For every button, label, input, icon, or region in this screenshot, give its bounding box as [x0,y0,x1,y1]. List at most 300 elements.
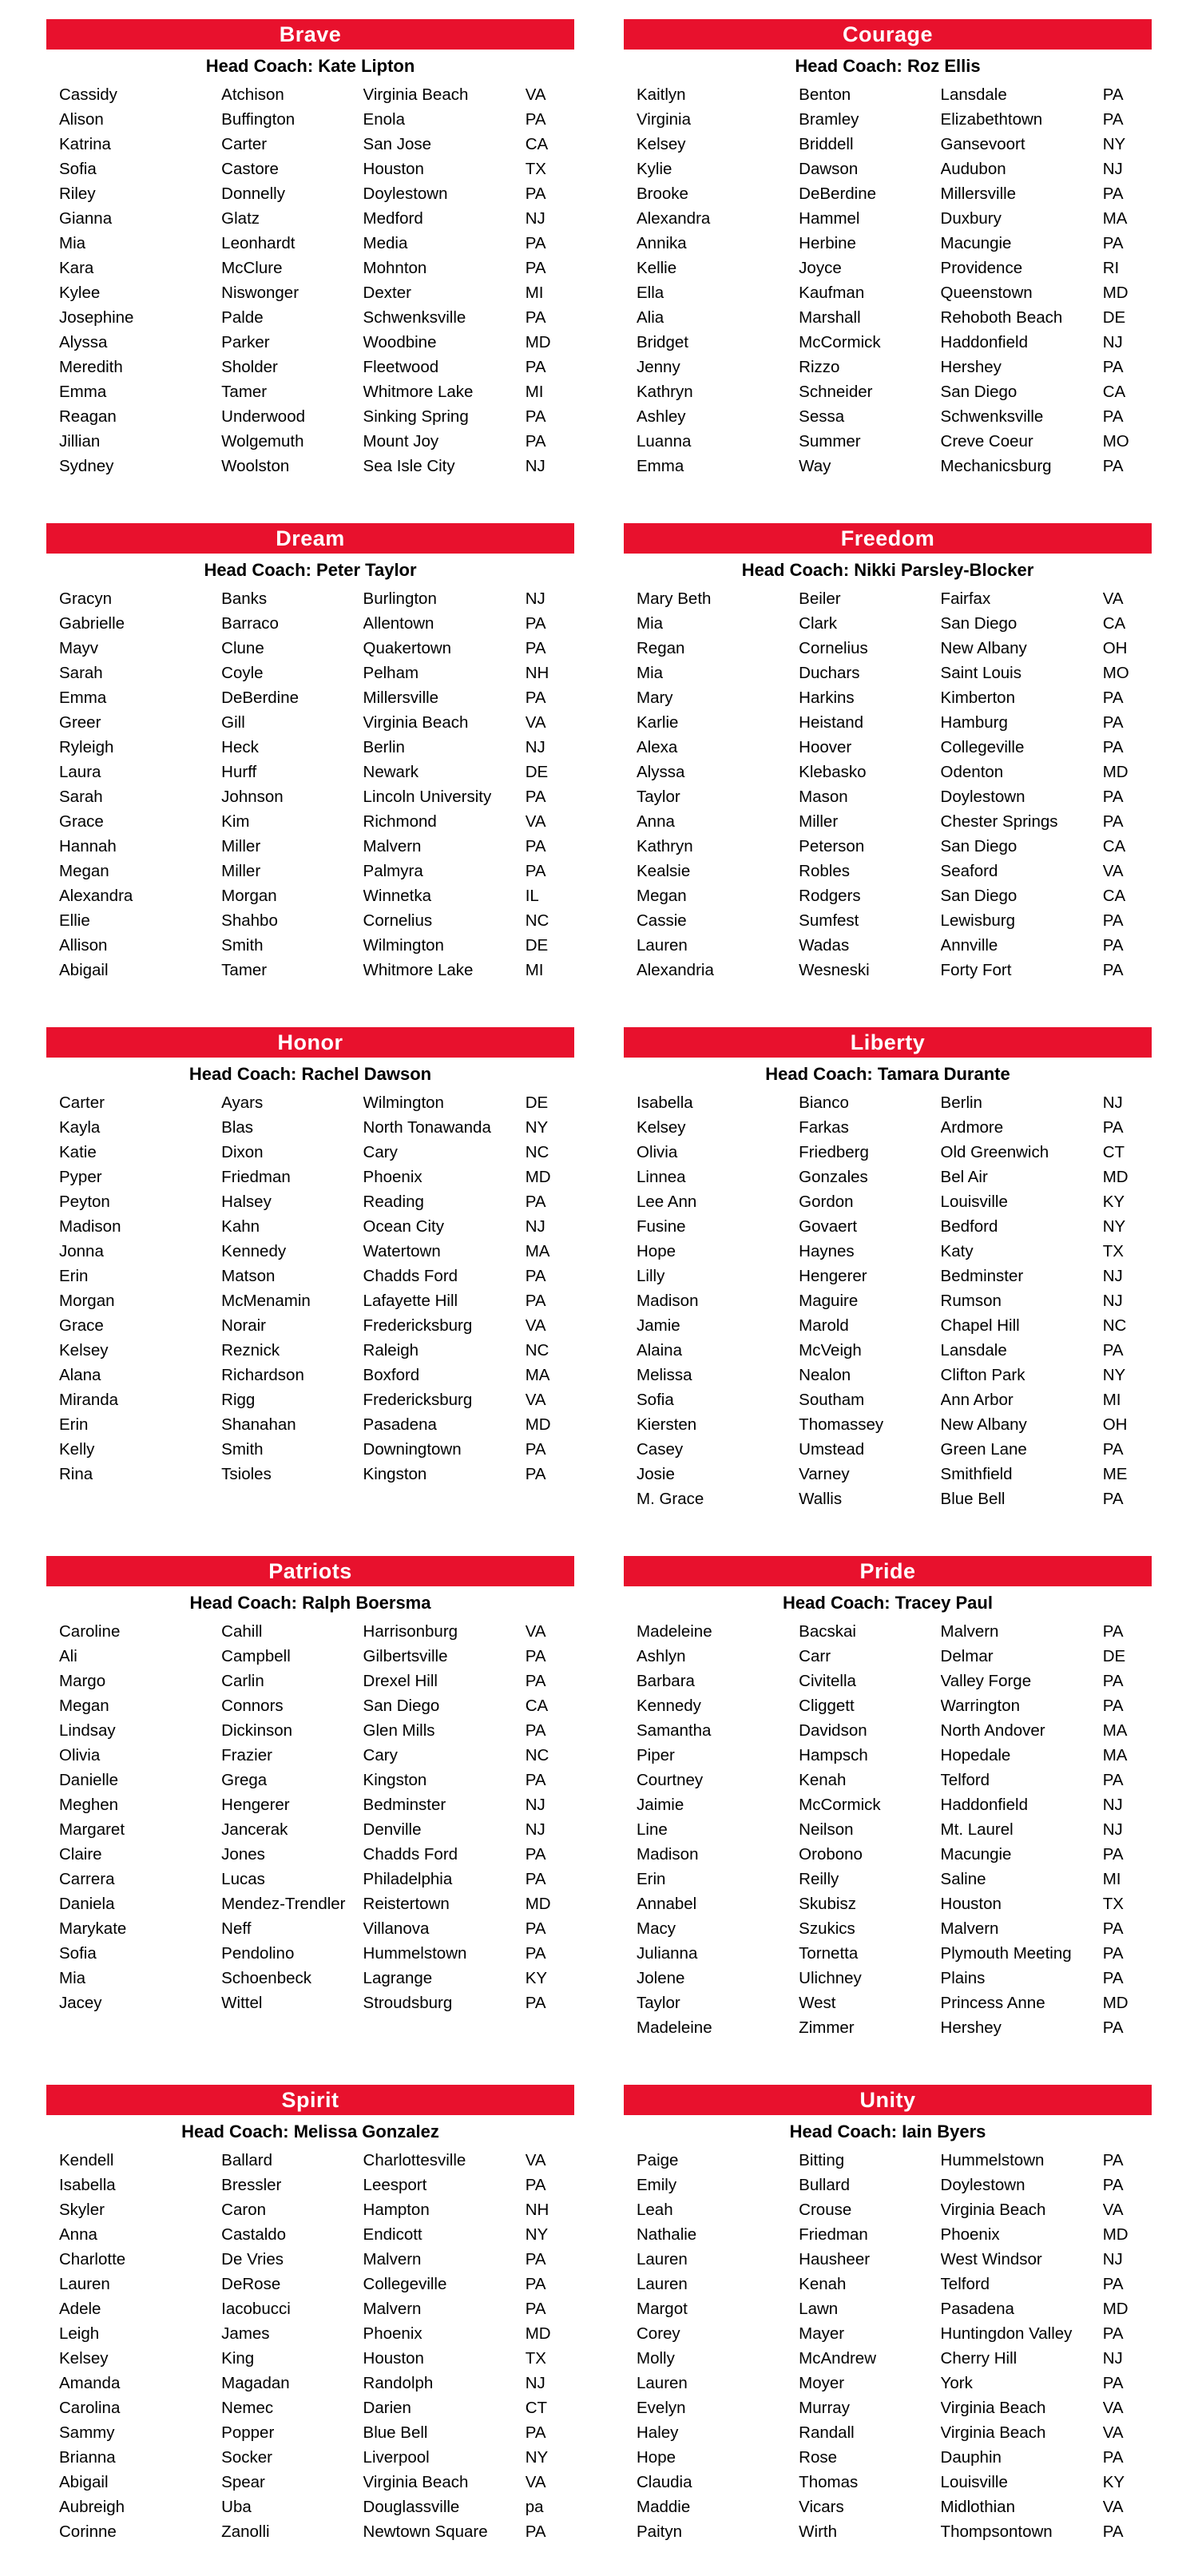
player-first-name: Aubreigh [59,2498,125,2516]
player-last-name: Schneider [799,383,873,401]
player-row [624,2272,1152,2296]
player-first-name: Evelyn [637,2399,686,2417]
player-first-name: Adele [59,2300,101,2318]
player-first-name: M. Grace [637,1490,704,1508]
player-last-name: Kahn [221,1217,260,1236]
player-last-name: Neilson [799,1820,854,1839]
player-first-name: Katrina [59,135,111,153]
player-city: Wilmington [363,1094,444,1112]
player-first-name: Mary [637,689,673,707]
player-first-name: Greer [59,713,101,732]
player-first-name: Melissa [637,1366,692,1384]
player-row [46,1941,574,1966]
player-first-name: Sammy [59,2423,115,2442]
player-last-name: Lawn [799,2300,839,2318]
player-state: PA [1102,713,1124,732]
player-city: York [940,2374,973,2392]
player-row [46,1140,574,1165]
player-row [46,429,574,454]
player-state: PA [1102,1341,1124,1359]
player-last-name: Pendolino [221,1944,295,1963]
player-state: CA [525,1697,549,1715]
player-last-name: Orobono [799,1845,863,1864]
player-city: Hummelstown [940,2151,1045,2169]
player-last-name: Castaldo [221,2225,287,2244]
player-row [46,330,574,355]
player-first-name: Gabrielle [59,614,125,633]
player-last-name: Ballard [221,2151,272,2169]
player-first-name: Allison [59,936,108,955]
player-city: Newtown Square [363,2522,488,2541]
player-last-name: Uba [221,2498,252,2516]
player-first-name: Mia [637,664,664,682]
player-first-name: Kylie [637,160,672,178]
player-row [46,735,574,760]
player-first-name: Carrera [59,1870,115,1888]
player-row [46,1817,574,1842]
player-first-name: Grace [59,1316,104,1335]
player-state: PA [1102,2176,1124,2194]
player-city: West Windsor [940,2250,1042,2268]
player-city: San Diego [940,383,1018,401]
player-first-name: Laura [59,763,101,781]
player-row [46,1264,574,1288]
player-row [624,379,1152,404]
player-last-name: Harkins [799,689,855,707]
player-row [624,1363,1152,1387]
player-state: NJ [525,1796,545,1814]
player-row [624,1288,1152,1313]
player-state: VA [525,1316,546,1335]
player-first-name: Ali [59,1647,77,1665]
player-state: MI [525,961,544,979]
player-last-name: Magadan [221,2374,290,2392]
player-city: Telford [940,2275,990,2293]
player-row [46,82,574,107]
player-first-name: Amanda [59,2374,121,2392]
player-state: PA [525,110,546,129]
player-state: PA [1102,2151,1124,2169]
player-first-name: Mary Beth [637,589,712,608]
player-first-name: Sydney [59,457,114,475]
player-first-name: Ashlyn [637,1647,686,1665]
player-city: Allentown [363,614,434,633]
player-city: Randolph [363,2374,434,2392]
player-last-name: Richardson [221,1366,304,1384]
player-row [624,1817,1152,1842]
player-last-name: Cornelius [799,639,868,657]
player-row [624,2296,1152,2321]
player-row [624,1743,1152,1768]
player-first-name: Anna [637,812,675,831]
player-state: MA [1102,1721,1128,1740]
player-first-name: Paige [637,2151,679,2169]
player-state: PA [525,2423,546,2442]
player-state: KY [1102,1193,1125,1211]
player-first-name: Sarah [59,664,103,682]
player-state: PA [1102,185,1124,203]
player-state: PA [525,234,546,252]
player-state: VA [525,2473,546,2491]
player-state: MA [1102,209,1128,228]
team-name-header: Spirit [46,2085,574,2115]
player-row [624,1991,1152,2015]
player-row [46,1165,574,1189]
player-last-name: Bressler [221,2176,282,2194]
player-last-name: Tsioles [221,1465,272,1483]
player-city: Hershey [940,2018,1002,2037]
player-city: Virginia Beach [363,713,469,732]
player-row [624,107,1152,132]
player-city: Malvern [363,2250,422,2268]
player-first-name: Jacey [59,1994,102,2012]
player-state: MD [525,2324,551,2343]
player-first-name: Karlie [637,713,679,732]
player-last-name: Govaert [799,1217,858,1236]
player-last-name: Joyce [799,259,842,277]
player-last-name: Carlin [221,1672,264,1690]
player-row [46,1891,574,1916]
player-last-name: Rose [799,2448,838,2467]
player-city: Gansevoort [940,135,1025,153]
player-city: Forty Fort [940,961,1012,979]
player-state: NY [525,2448,549,2467]
player-last-name: Mason [799,788,848,806]
player-state: TX [525,160,546,178]
player-city: Millersville [363,689,439,707]
player-city: Telford [940,1771,990,1789]
player-last-name: Murray [799,2399,850,2417]
player-state: PA [1102,1440,1124,1459]
player-row [624,2321,1152,2346]
player-last-name: Johnson [221,788,284,806]
player-last-name: De Vries [221,2250,284,2268]
player-row [624,1891,1152,1916]
player-city: Denville [363,1820,422,1839]
player-row [46,2395,574,2420]
player-row [46,132,574,157]
player-last-name: James [221,2324,270,2343]
player-row [624,2395,1152,2420]
player-state: PA [1102,2275,1124,2293]
player-row [624,157,1152,181]
player-state: CA [1102,887,1126,905]
player-last-name: Donnelly [221,185,285,203]
player-first-name: Meredith [59,358,123,376]
player-first-name: Julianna [637,1944,698,1963]
player-first-name: Kelsey [637,1118,686,1137]
player-state: NJ [525,738,545,756]
player-row [624,1486,1152,1511]
team-name-header: Courage [624,19,1152,50]
player-city: Green Lane [940,1440,1027,1459]
player-state: NJ [1102,1820,1123,1839]
player-last-name: Clune [221,639,264,657]
coach-line: Head Coach: Nikki Parsley-Blocker [741,560,1034,580]
player-last-name: Clark [799,614,838,633]
player-last-name: Vicars [799,2498,844,2516]
player-row [46,1462,574,1486]
player-state: OH [1102,1415,1128,1434]
player-row [624,1644,1152,1669]
player-row [46,661,574,685]
player-city: San Diego [363,1697,440,1715]
player-city: North Andover [940,1721,1045,1740]
player-city: Bedminster [940,1267,1024,1285]
player-state: PA [1102,2522,1124,2541]
player-city: Downingtown [363,1440,462,1459]
player-row [46,206,574,231]
player-city: Berlin [363,738,405,756]
player-first-name: Pyper [59,1168,102,1186]
player-first-name: Megan [637,887,687,905]
player-row [624,404,1152,429]
player-city: Woodbine [363,333,437,351]
player-last-name: Hampsch [799,1746,868,1764]
player-first-name: Megan [59,862,109,880]
player-state: NJ [525,209,545,228]
player-city: Leesport [363,2176,427,2194]
player-state: PA [1102,407,1124,426]
player-city: Bel Air [940,1168,988,1186]
player-city: Blue Bell [363,2423,428,2442]
player-last-name: Dickinson [221,1721,293,1740]
player-last-name: Hengerer [221,1796,290,1814]
player-last-name: Gonzales [799,1168,868,1186]
player-state: DE [525,763,549,781]
player-city: Cornelius [363,911,433,930]
player-city: Media [363,234,408,252]
player-city: Burlington [363,589,437,608]
player-state: PA [1102,1490,1124,1508]
player-state: VA [525,2151,546,2169]
player-first-name: Margaret [59,1820,125,1839]
player-first-name: Emma [637,457,684,475]
player-city: Hamburg [940,713,1008,732]
player-state: NJ [1102,2250,1123,2268]
player-city: North Tonawanda [363,1118,491,1137]
player-city: Ocean City [363,1217,444,1236]
player-row [46,1387,574,1412]
player-state: PA [525,1267,546,1285]
player-row [624,1412,1152,1437]
player-first-name: Caroline [59,1622,121,1641]
player-first-name: Kendell [59,2151,114,2169]
player-city: Virginia Beach [940,2423,1046,2442]
player-city: Cary [363,1143,398,1161]
player-last-name: Klebasko [799,763,867,781]
player-city: Wilmington [363,936,444,955]
player-last-name: Kenah [799,1771,847,1789]
player-city: Saline [940,1870,986,1888]
player-state: PA [525,1919,546,1938]
player-last-name: Haynes [799,1242,855,1260]
player-row [46,710,574,735]
player-first-name: Lilly [637,1267,665,1285]
player-row [624,710,1152,735]
player-state: PA [525,862,546,880]
player-first-name: Mia [637,614,664,633]
player-city: Princess Anne [940,1994,1045,2012]
player-state: PA [1102,1944,1124,1963]
player-city: Virginia Beach [363,85,469,104]
player-row [624,1916,1152,1941]
player-row [624,1792,1152,1817]
player-city: Collegeville [363,2275,447,2293]
player-last-name: Wadas [799,936,850,955]
player-last-name: Caron [221,2201,267,2219]
player-row [46,2445,574,2470]
player-last-name: Bacskai [799,1622,856,1641]
player-city: Mount Joy [363,432,439,451]
player-first-name: Lauren [637,2275,688,2293]
player-first-name: Cassie [637,911,687,930]
player-first-name: Madeleine [637,2018,712,2037]
player-last-name: Thomas [799,2473,859,2491]
player-city: Macungie [940,1845,1012,1864]
player-first-name: Lauren [637,2250,688,2268]
player-state: NJ [525,589,545,608]
player-row [624,256,1152,280]
player-state: PA [1102,85,1124,104]
player-state: ME [1102,1465,1128,1483]
player-state: MA [525,1242,550,1260]
player-last-name: Dixon [221,1143,264,1161]
player-last-name: Southam [799,1391,865,1409]
player-city: Stroudsburg [363,1994,453,2012]
player-last-name: Peterson [799,837,865,855]
player-state: PA [525,2300,546,2318]
player-city: Creve Coeur [940,432,1033,451]
player-state: DE [1102,1647,1126,1665]
player-city: Cary [363,1746,398,1764]
player-state: PA [525,1870,546,1888]
player-first-name: Madison [637,1292,699,1310]
player-row [46,1313,574,1338]
team-section [624,19,1152,478]
player-first-name: Morgan [59,1292,115,1310]
player-city: Cherry Hill [940,2349,1018,2368]
player-first-name: Rina [59,1465,93,1483]
player-last-name: Kaufman [799,284,865,302]
player-row [46,256,574,280]
player-last-name: Atchison [221,85,284,104]
player-row [624,231,1152,256]
player-city: Lafayette Hill [363,1292,458,1310]
player-city: Annville [940,936,998,955]
player-first-name: Claire [59,1845,102,1864]
player-city: Seaford [940,862,998,880]
player-state: CA [1102,837,1126,855]
player-last-name: Heistand [799,713,864,732]
player-city: Warrington [940,1697,1021,1715]
player-last-name: Heck [221,738,259,756]
player-state: MD [1102,284,1129,302]
player-row [624,1239,1152,1264]
player-state: PA [525,1672,546,1690]
player-first-name: Ellie [59,911,90,930]
player-state: NH [525,664,549,682]
player-state: VA [525,1391,546,1409]
player-state: PA [525,185,546,203]
player-state: PA [525,358,546,376]
player-city: Rumson [940,1292,1002,1310]
player-state: PA [525,1440,546,1459]
player-state: PA [525,308,546,327]
player-state: CA [525,135,549,153]
player-first-name: Lauren [637,2374,688,2392]
player-row [624,611,1152,636]
player-last-name: Blas [221,1118,254,1137]
player-city: Schwenksville [363,308,466,327]
player-last-name: Popper [221,2423,275,2442]
team-name-header: Brave [46,19,574,50]
player-last-name: Carter [221,135,268,153]
player-last-name: Maguire [799,1292,859,1310]
player-row [624,330,1152,355]
player-city: Smithfield [940,1465,1013,1483]
player-row [624,2445,1152,2470]
player-last-name: McClure [221,259,283,277]
player-first-name: Lindsay [59,1721,116,1740]
player-city: Chapel Hill [940,1316,1020,1335]
player-state: NJ [1102,160,1123,178]
player-state: PA [1102,788,1124,806]
player-city: Millersville [940,185,1017,203]
player-last-name: Wittel [221,1994,263,2012]
player-first-name: Kara [59,259,94,277]
player-city: Thompsontown [940,2522,1053,2541]
player-state: NH [525,2201,549,2219]
player-first-name: Barbara [637,1672,695,1690]
player-first-name: Fusine [637,1217,686,1236]
player-city: Malvern [940,1622,999,1641]
player-state: MD [1102,1168,1129,1186]
player-state: PA [1102,1771,1124,1789]
player-city: Boxford [363,1366,420,1384]
player-last-name: Buffington [221,110,296,129]
player-last-name: Niswonger [221,284,300,302]
player-first-name: Luanna [637,432,692,451]
player-last-name: Dawson [799,160,859,178]
team-section [46,1556,574,2015]
player-state: PA [525,1193,546,1211]
player-last-name: Marshall [799,308,861,327]
player-city: Pasadena [363,1415,437,1434]
player-last-name: Nealon [799,1366,851,1384]
player-row [46,586,574,611]
player-last-name: Spear [221,2473,265,2491]
player-row [46,2495,574,2519]
player-state: PA [1102,812,1124,831]
player-city: Dexter [363,284,411,302]
player-state: PA [1102,1118,1124,1137]
player-last-name: Herbine [799,234,856,252]
player-last-name: DeBerdine [221,689,300,707]
player-row [46,2519,574,2544]
player-first-name: Kelsey [59,1341,109,1359]
player-row [624,1115,1152,1140]
player-city: Sinking Spring [363,407,469,426]
player-city: Phoenix [363,1168,422,1186]
player-table [624,586,1152,982]
player-state: PA [1102,2018,1124,2037]
player-state: MD [525,1415,551,1434]
player-state: MD [1102,763,1129,781]
coach-line: Head Coach: Rachel Dawson [188,1064,432,1084]
player-state: VA [1102,862,1124,880]
player-first-name: Kelsey [59,2349,109,2368]
